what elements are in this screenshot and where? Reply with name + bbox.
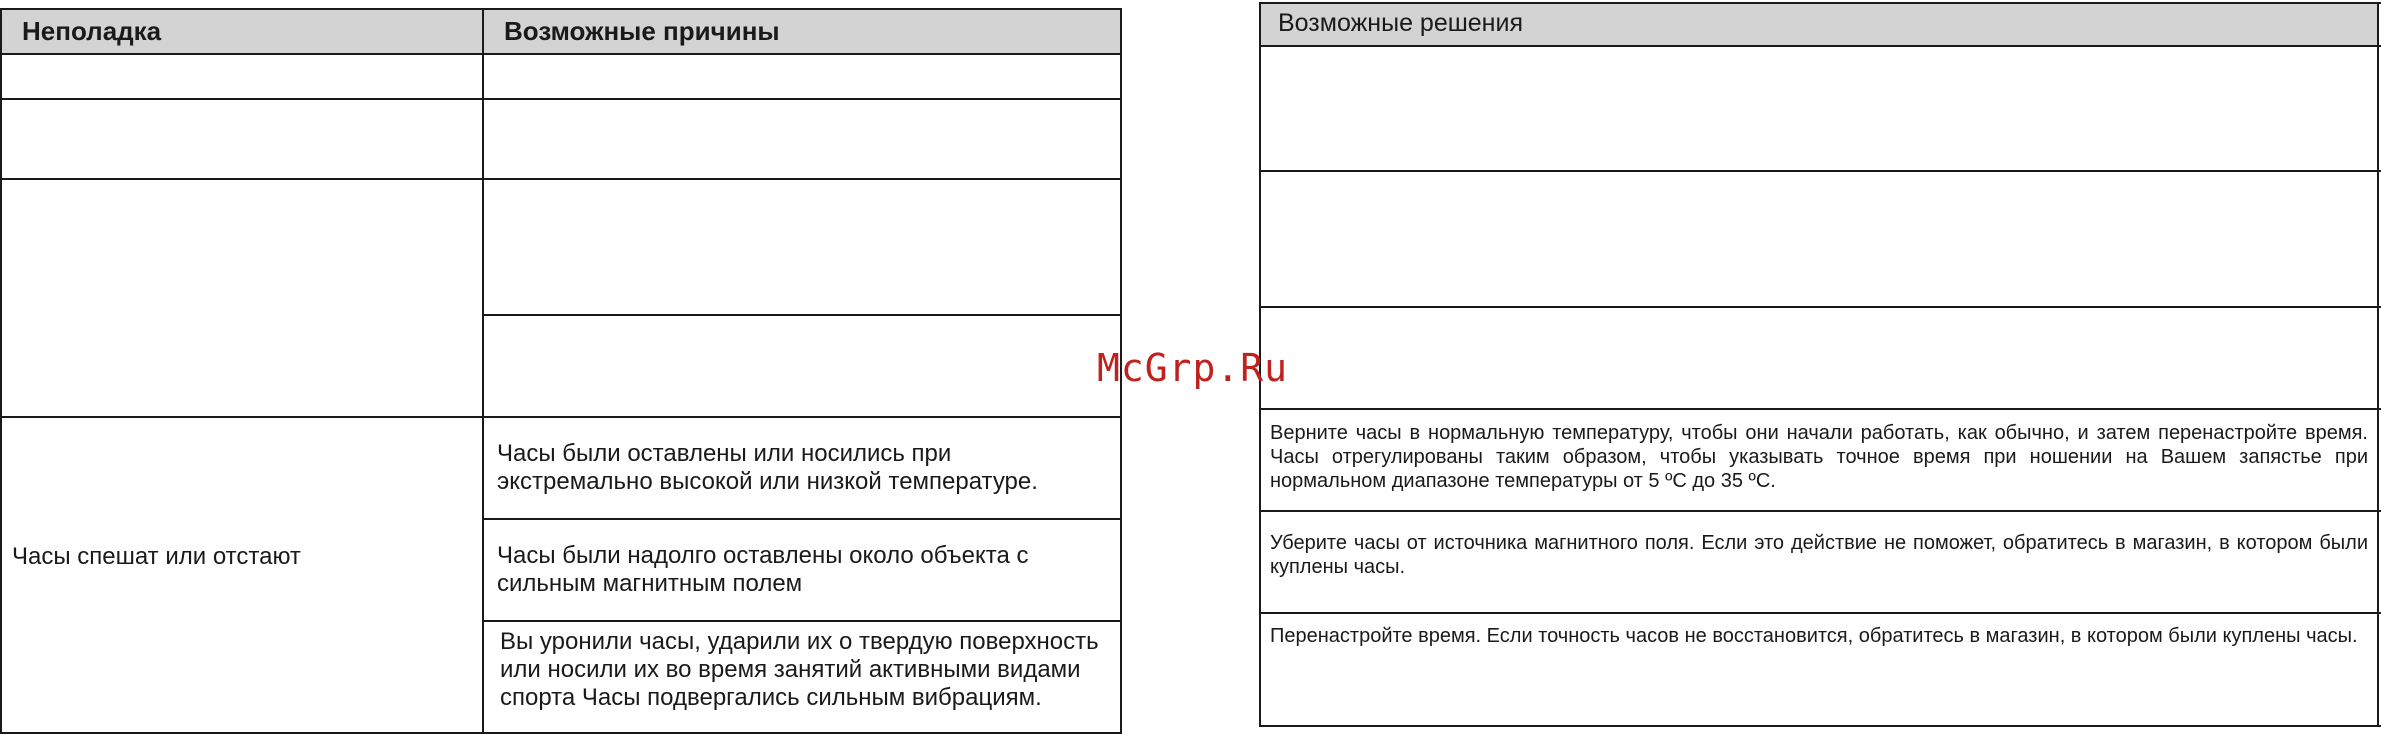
header-problem-label: Неполадка [22, 15, 162, 46]
header-causes-label: Возможные причины [504, 15, 780, 46]
cause-text: Часы были оставлены или носились при экстремально высокой или низкой температуре. [497, 440, 1038, 495]
table-divider [1259, 45, 2381, 47]
cause-text: Вы уронили часы, ударили их о твердую поверхность или носили их во время занятий активными видами спорта Часы подвергались сильным вибрациям. [500, 628, 1099, 711]
table-divider [1259, 408, 2381, 410]
header-causes [484, 9, 1120, 53]
solution-text: Верните часы в нормальную температуру, чтобы они начали работать, как обычно, и затем перенастройте время. Часы отрегулированы таким образом, чтобы указывать точное время при ношении на Вашем запястье при нормальном диапазоне температуры от 5 ºC до 35 ºC. [1270, 422, 2368, 492]
table-border [1259, 725, 2381, 727]
watermark: McGrp.Ru [1097, 346, 1289, 390]
table-divider [482, 8, 484, 734]
header-solutions [1261, 3, 2379, 45]
table-border [0, 8, 1122, 10]
table-divider [0, 53, 1122, 55]
solution-text: Перенастройте время. Если точность часов не восстановится, обратитесь в магазин, в котором были куплены часы. [1270, 625, 2358, 647]
table-divider [0, 98, 1122, 100]
table-divider [0, 178, 1122, 180]
table-divider [1259, 510, 2381, 512]
header-solutions-label: Возможные решения [1278, 9, 1523, 37]
table-divider [0, 416, 1122, 418]
table-divider [483, 518, 1122, 520]
table-divider [1259, 170, 2381, 172]
table-border [0, 732, 1122, 734]
solution-text: Уберите часы от источника магнитного поля. Если это действие не поможет, обратитесь в магазин, в котором были куплены часы. [1270, 532, 2368, 578]
table-border [2377, 2, 2379, 727]
problem-text: Часы спешат или отстают [12, 543, 301, 570]
table-divider [1259, 612, 2381, 614]
cause-text: Часы были надолго оставлены около объекта с сильным магнитным полем [497, 542, 1029, 597]
table-divider [1259, 306, 2381, 308]
table-border [1259, 2, 2381, 4]
table-divider [483, 620, 1122, 622]
header-problem [2, 9, 482, 53]
table-divider [483, 314, 1122, 316]
table-border [0, 8, 2, 734]
